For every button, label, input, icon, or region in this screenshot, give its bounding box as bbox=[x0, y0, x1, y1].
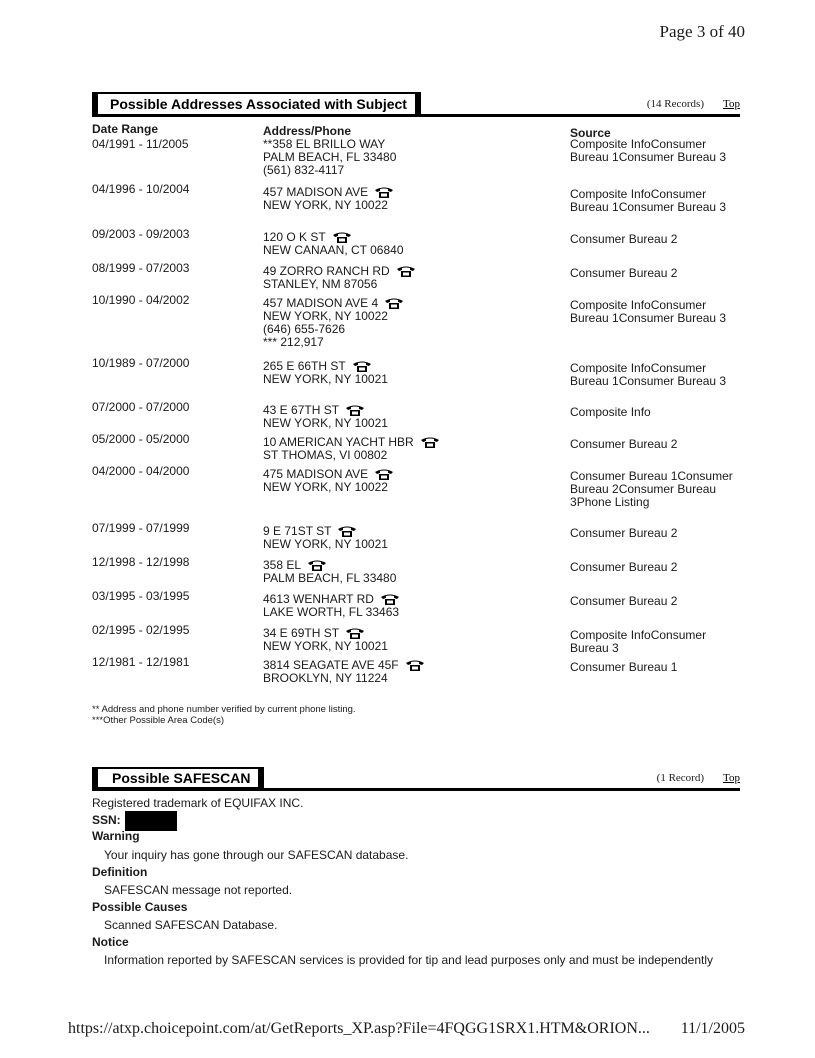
causes-label: Possible Causes bbox=[92, 900, 188, 914]
safescan-section-header bbox=[92, 766, 740, 790]
source-item: Consumer Bureau 3 bbox=[618, 200, 727, 214]
address-cell bbox=[263, 433, 440, 462]
source-item: Consumer Bureau 1 bbox=[570, 298, 707, 325]
source-item: Consumer Bureau 2 bbox=[570, 560, 678, 574]
address-line: (646) 655-7626 bbox=[263, 322, 346, 337]
source-cell bbox=[570, 406, 651, 419]
source-item: Consumer Bureau 1 bbox=[570, 137, 707, 164]
source-cell bbox=[570, 188, 740, 214]
source-cell bbox=[570, 527, 677, 540]
address-line: NEW YORK, NY 10021 bbox=[263, 416, 388, 431]
address-street: 4613 WENHART RD bbox=[263, 592, 374, 606]
addresses-section-header bbox=[92, 92, 740, 116]
safescan-top-link[interactable]: Top bbox=[723, 772, 740, 784]
source-cell bbox=[570, 362, 740, 388]
warning-text: Your inquiry has gone through our SAFESCAN database. bbox=[104, 848, 409, 862]
address-line: PALM BEACH, FL 33480 bbox=[263, 150, 397, 164]
address-cell bbox=[263, 262, 416, 291]
column-header-date: Date Range bbox=[92, 122, 159, 136]
source-item: Consumer Bureau 2 bbox=[570, 437, 678, 451]
column-header-source: Source bbox=[570, 126, 611, 140]
source-item: Consumer Bureau 2 bbox=[570, 469, 733, 496]
source-item: Composite Info bbox=[570, 137, 651, 151]
source-item: Consumer Bureau 2 bbox=[570, 232, 678, 246]
address-street: 358 EL bbox=[263, 558, 302, 572]
address-street: 49 ZORRO RANCH RD bbox=[263, 264, 390, 278]
date-range: 08/1999 - 07/2003 bbox=[92, 261, 190, 275]
section-rule bbox=[92, 114, 740, 117]
addresses-section-title: Possible Addresses Associated with Subject bbox=[92, 92, 417, 116]
causes-text: Scanned SAFESCAN Database. bbox=[104, 918, 278, 932]
address-street: 34 E 69TH ST bbox=[263, 626, 340, 640]
source-item: Composite Info bbox=[570, 405, 651, 419]
safescan-record-count: (1 Record) bbox=[656, 772, 704, 784]
address-line: NEW YORK, NY 10022 bbox=[263, 198, 388, 213]
address-line: BROOKLYN, NY 11224 bbox=[263, 671, 388, 686]
address-cell bbox=[263, 357, 388, 386]
telephone-icon bbox=[405, 659, 425, 672]
source-cell bbox=[570, 138, 740, 164]
date-range: 04/1991 - 11/2005 bbox=[92, 137, 189, 151]
date-range: 10/1990 - 04/2002 bbox=[92, 293, 190, 307]
address-street: 457 MADISON AVE 4 bbox=[263, 296, 379, 310]
source-item: Consumer Bureau 1 bbox=[570, 361, 707, 388]
source-item: Phone Listing bbox=[576, 495, 650, 509]
address-cell bbox=[263, 556, 396, 585]
source-item: Consumer Bureau 3 bbox=[618, 150, 727, 164]
source-item: Consumer Bureau 3 bbox=[570, 628, 707, 655]
source-item: Consumer Bureau 1 bbox=[570, 469, 678, 483]
date-range: 09/2003 - 09/2003 bbox=[92, 227, 190, 241]
address-street: 475 MADISON AVE bbox=[263, 467, 369, 481]
footer-date: 11/1/2005 bbox=[680, 1020, 745, 1037]
source-item: Composite Info bbox=[570, 187, 651, 201]
address-street: 120 O K ST bbox=[263, 230, 326, 244]
footer-url: https://atxp.choicepoint.com/at/GetReports_XP.asp?File=4FQGG1SRX1.HTM&ORION... bbox=[68, 1020, 650, 1037]
date-range: 12/1998 - 12/1998 bbox=[92, 555, 190, 569]
date-range: 03/1995 - 03/1995 bbox=[92, 589, 190, 603]
warning-label: Warning bbox=[92, 829, 140, 843]
address-street: 457 MADISON AVE bbox=[263, 185, 369, 199]
address-cell bbox=[263, 465, 394, 494]
date-range: 07/1999 - 07/1999 bbox=[92, 521, 190, 535]
source-cell bbox=[570, 470, 740, 509]
source-item: Consumer Bureau 3 bbox=[618, 311, 727, 325]
source-item: Consumer Bureau 2 bbox=[570, 594, 678, 608]
column-header-address: Address/Phone bbox=[263, 124, 352, 138]
section-rule bbox=[92, 788, 740, 791]
source-cell bbox=[570, 299, 740, 325]
address-street: **358 EL BRILLO WAY bbox=[263, 137, 386, 151]
telephone-icon bbox=[420, 436, 440, 449]
address-cell bbox=[263, 590, 400, 619]
safescan-trademark: Registered trademark of EQUIFAX INC. bbox=[92, 796, 304, 810]
telephone-icon bbox=[396, 265, 416, 278]
date-range: 04/2000 - 04/2000 bbox=[92, 464, 190, 478]
source-cell bbox=[570, 233, 677, 246]
address-street: 9 E 71ST ST bbox=[263, 524, 332, 538]
address-street: 10 AMERICAN YACHT HBR bbox=[263, 435, 414, 449]
source-item: Composite Info bbox=[570, 298, 651, 312]
address-street: 3814 SEAGATE AVE 45F bbox=[263, 658, 399, 672]
source-item: Consumer Bureau 1 bbox=[570, 187, 707, 214]
address-cell bbox=[263, 401, 388, 430]
source-cell bbox=[570, 629, 740, 655]
date-range: 10/1989 - 07/2000 bbox=[92, 356, 190, 370]
footnote-verified: ** Address and phone number verified by current phone listing. bbox=[92, 704, 356, 715]
source-cell bbox=[570, 438, 677, 451]
ssn-redaction bbox=[125, 811, 177, 831]
page-number: Page 3 of 40 bbox=[659, 22, 745, 41]
address-line: ST THOMAS, VI 00802 bbox=[263, 448, 388, 463]
address-line: NEW YORK, NY 10022 bbox=[263, 309, 388, 324]
address-cell bbox=[263, 183, 394, 212]
address-line: (561) 832-4117 bbox=[263, 163, 345, 177]
address-line: PALM BEACH, FL 33480 bbox=[263, 571, 397, 586]
address-line: NEW YORK, NY 10021 bbox=[263, 537, 388, 552]
address-line: LAKE WORTH, FL 33463 bbox=[263, 605, 400, 620]
definition-label: Definition bbox=[92, 865, 148, 879]
notice-text: Information reported by SAFESCAN services is provided for tip and lead purposes only and must be independently bbox=[104, 953, 713, 967]
address-street: 265 E 66TH ST bbox=[263, 359, 346, 373]
source-item: Consumer Bureau 3 bbox=[570, 482, 717, 509]
address-line: NEW YORK, NY 10022 bbox=[263, 480, 388, 495]
date-range: 04/1996 - 10/2004 bbox=[92, 182, 190, 196]
source-item: Consumer Bureau 2 bbox=[570, 526, 678, 540]
source-item: Composite Info bbox=[570, 361, 651, 375]
source-cell bbox=[570, 561, 677, 574]
source-cell bbox=[570, 267, 677, 280]
address-cell bbox=[263, 522, 388, 551]
address-line: NEW YORK, NY 10021 bbox=[263, 372, 388, 387]
footnote-area-code: ***Other Possible Area Code(s) bbox=[92, 715, 225, 726]
ssn-row bbox=[92, 811, 177, 831]
safescan-section-title: Possible SAFESCAN bbox=[92, 767, 260, 789]
definition-text: SAFESCAN message not reported. bbox=[104, 883, 293, 897]
address-line: STANLEY, NM 87056 bbox=[263, 277, 378, 292]
address-cell bbox=[263, 294, 404, 349]
address-street: 43 E 67TH ST bbox=[263, 403, 340, 417]
source-cell bbox=[570, 595, 677, 608]
address-cell bbox=[263, 228, 404, 257]
addresses-record-count: (14 Records) bbox=[646, 98, 704, 110]
source-item: Consumer Bureau 3 bbox=[618, 374, 727, 388]
address-line: NEW YORK, NY 10021 bbox=[263, 639, 388, 654]
date-range: 02/1995 - 02/1995 bbox=[92, 623, 190, 637]
notice-label: Notice bbox=[92, 935, 129, 949]
addresses-top-link[interactable]: Top bbox=[723, 98, 740, 110]
address-cell bbox=[263, 624, 388, 653]
date-range: 07/2000 - 07/2000 bbox=[92, 400, 190, 414]
ssn-label: SSN: bbox=[92, 813, 121, 828]
address-cell bbox=[263, 138, 396, 177]
address-line: NEW CANAAN, CT 06840 bbox=[263, 243, 404, 258]
source-item: Composite Info bbox=[570, 628, 651, 642]
date-range: 12/1981 - 12/1981 bbox=[92, 655, 190, 669]
address-cell bbox=[263, 656, 425, 685]
source-item: Consumer Bureau 1 bbox=[570, 660, 678, 674]
address-line: *** 212,917 bbox=[263, 335, 324, 350]
date-range: 05/2000 - 05/2000 bbox=[92, 432, 190, 446]
source-cell bbox=[570, 661, 677, 674]
source-item: Consumer Bureau 2 bbox=[570, 266, 678, 280]
